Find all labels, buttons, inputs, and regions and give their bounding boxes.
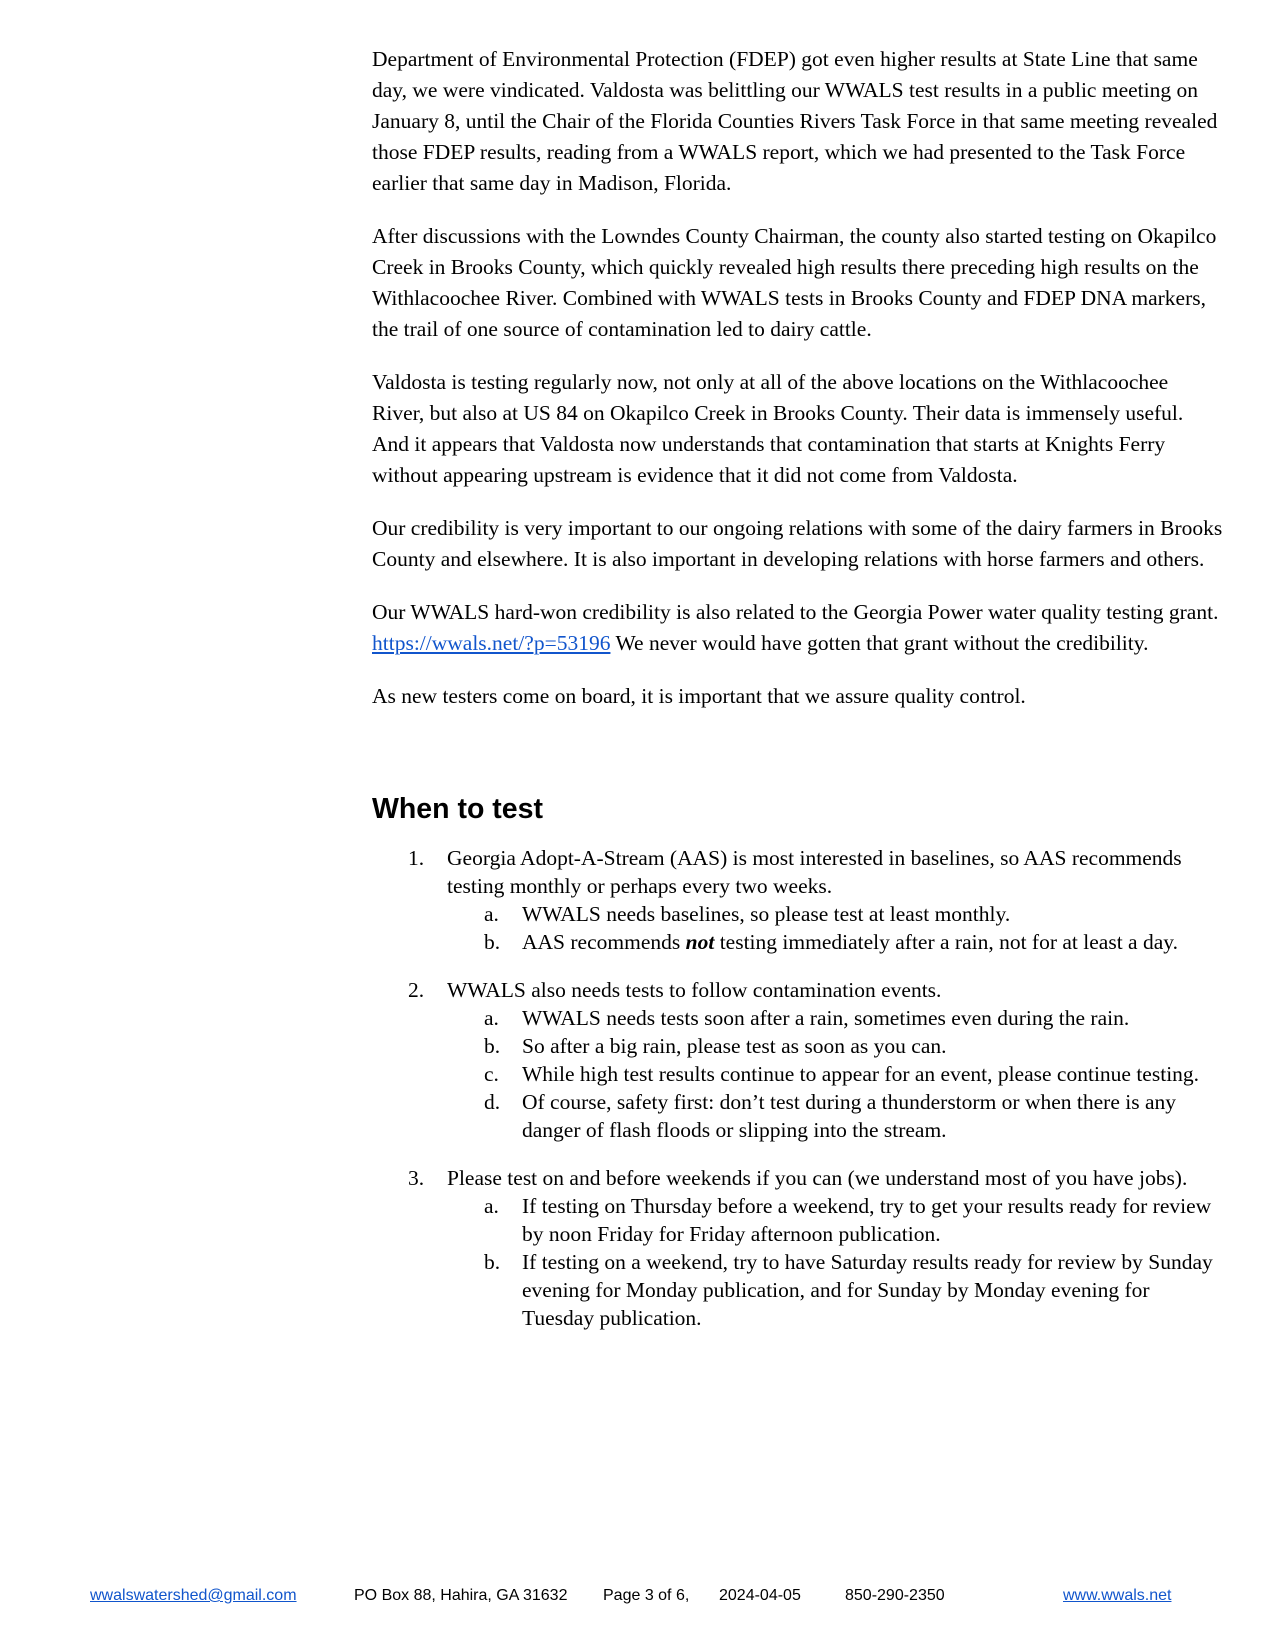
sub-letter: a. xyxy=(484,902,499,926)
list-number: 1. xyxy=(408,846,425,870)
list-item-contamination-events xyxy=(372,976,1224,1144)
list-number: 2. xyxy=(408,978,425,1002)
sub-item xyxy=(447,1248,1224,1332)
sub-item xyxy=(447,1192,1224,1248)
sub-letter: b. xyxy=(484,1250,501,1274)
sub-item xyxy=(447,900,1224,928)
footer-page-number: Page 3 of 6, xyxy=(603,1587,690,1604)
footer-date: 2024-04-05 xyxy=(719,1587,801,1604)
paragraph-fdep-results: Department of Environmental Protection (FDEP) got even higher results at State Line that same day, we were vindicated. Valdosta was belittling our WWALS test results in a public meeting on January 8, until the Chair of the Florida Counties Rivers Task Force in that same meeting revealed those FDEP results, reading from a WWALS report, which we had presented to the Task Force earlier that same day in Madison, Florida. xyxy=(372,47,1218,195)
list-number: 3. xyxy=(408,1166,425,1190)
sub-item-text: If testing on a weekend, try to have Saturday results ready for review by Sunday evening for Monday publication, and for Sunday by Monday evening for Tuesday publication. xyxy=(522,1250,1213,1330)
page-footer xyxy=(0,1584,1275,1608)
paragraph-quality-control: As new testers come on board, it is important that we assure quality control. xyxy=(372,684,1026,708)
paragraph-georgia-power-grant xyxy=(372,597,1224,659)
paragraph-valdosta-testing: Valdosta is testing regularly now, not only at all of the above locations on the Withlacoochee River, but also at US 84 on Okapilco Creek in Brooks County. Their data is immensely useful. And it appears that Valdosta now understands that contamination that starts at Knights Ferry without appearing upstream is evidence that it did not come from Valdosta. xyxy=(372,370,1184,487)
sub-item-text: So after a big rain, please test as soon as you can. xyxy=(522,1034,947,1058)
emphasis-not: not xyxy=(685,930,715,954)
sub-item xyxy=(447,928,1224,956)
sub-list xyxy=(447,1192,1224,1332)
list-item-baselines xyxy=(372,844,1224,956)
sub-letter: c. xyxy=(484,1062,499,1086)
section-heading-when-to-test: When to test xyxy=(372,793,543,825)
sub-item-text-before: AAS recommends xyxy=(522,930,681,954)
document-body xyxy=(372,44,1224,1352)
footer-email-link[interactable]: wwalswatershed@gmail.com xyxy=(90,1587,297,1604)
sub-letter: b. xyxy=(484,1034,501,1058)
sub-letter: a. xyxy=(484,1006,499,1030)
sub-letter: d. xyxy=(484,1090,501,1114)
sub-item-text: WWALS needs tests soon after a rain, sometimes even during the rain. xyxy=(522,1006,1130,1030)
paragraph-lowndes-testing: After discussions with the Lowndes County Chairman, the county also started testing on Okapilco Creek in Brooks County, which quickly revealed high results there preceding high results on the Withlacoochee River. Combined with WWALS tests in Brooks County and FDEP DNA markers, the trail of one source of contamination led to dairy cattle. xyxy=(372,224,1217,341)
list-item-weekends xyxy=(372,1164,1224,1332)
sub-item-text: WWALS needs baselines, so please test at least monthly. xyxy=(522,902,1011,926)
sub-item xyxy=(447,1032,1224,1060)
grant-link[interactable]: https://wwals.net/?p=53196 xyxy=(372,631,611,655)
footer-address: PO Box 88, Hahira, GA 31632 xyxy=(354,1587,568,1604)
sub-item xyxy=(447,1060,1224,1088)
grant-text-after: We never would have gotten that grant without the credibility. xyxy=(615,631,1149,655)
sub-letter: b. xyxy=(484,930,501,954)
footer-phone: 850-290-2350 xyxy=(845,1587,945,1604)
when-to-test-list xyxy=(372,844,1224,1332)
sub-item-text: If testing on Thursday before a weekend, try to get your results ready for review by noon Friday for Friday afternoon publication. xyxy=(522,1194,1212,1246)
paragraph-credibility: Our credibility is very important to our ongoing relations with some of the dairy farmers in Brooks County and elsewhere. It is also important in developing relations with horse farmers and others. xyxy=(372,516,1223,571)
sub-item-text: Of course, safety first: don’t test during a thunderstorm or when there is any danger of flash floods or slipping into the stream. xyxy=(522,1090,1176,1142)
sub-item-text-after: testing immediately after a rain, not for at least a day. xyxy=(719,930,1178,954)
sub-list xyxy=(447,1004,1224,1144)
sub-item-text: While high test results continue to appear for an event, please continue testing. xyxy=(522,1062,1200,1086)
list-item-text: WWALS also needs tests to follow contamination events. xyxy=(447,978,942,1002)
grant-text-before: Our WWALS hard-won credibility is also related to the Georgia Power water quality testing grant. xyxy=(372,600,1219,624)
sub-item xyxy=(447,1088,1224,1144)
list-item-text: Please test on and before weekends if you can (we understand most of you have jobs). xyxy=(447,1166,1188,1190)
list-item-text: Georgia Adopt-A-Stream (AAS) is most interested in baselines, so AAS recommends testing monthly or perhaps every two weeks. xyxy=(447,846,1182,898)
sub-letter: a. xyxy=(484,1194,499,1218)
sub-item xyxy=(447,1004,1224,1032)
sub-list xyxy=(447,900,1224,956)
footer-website-link[interactable]: www.wwals.net xyxy=(1063,1587,1172,1604)
